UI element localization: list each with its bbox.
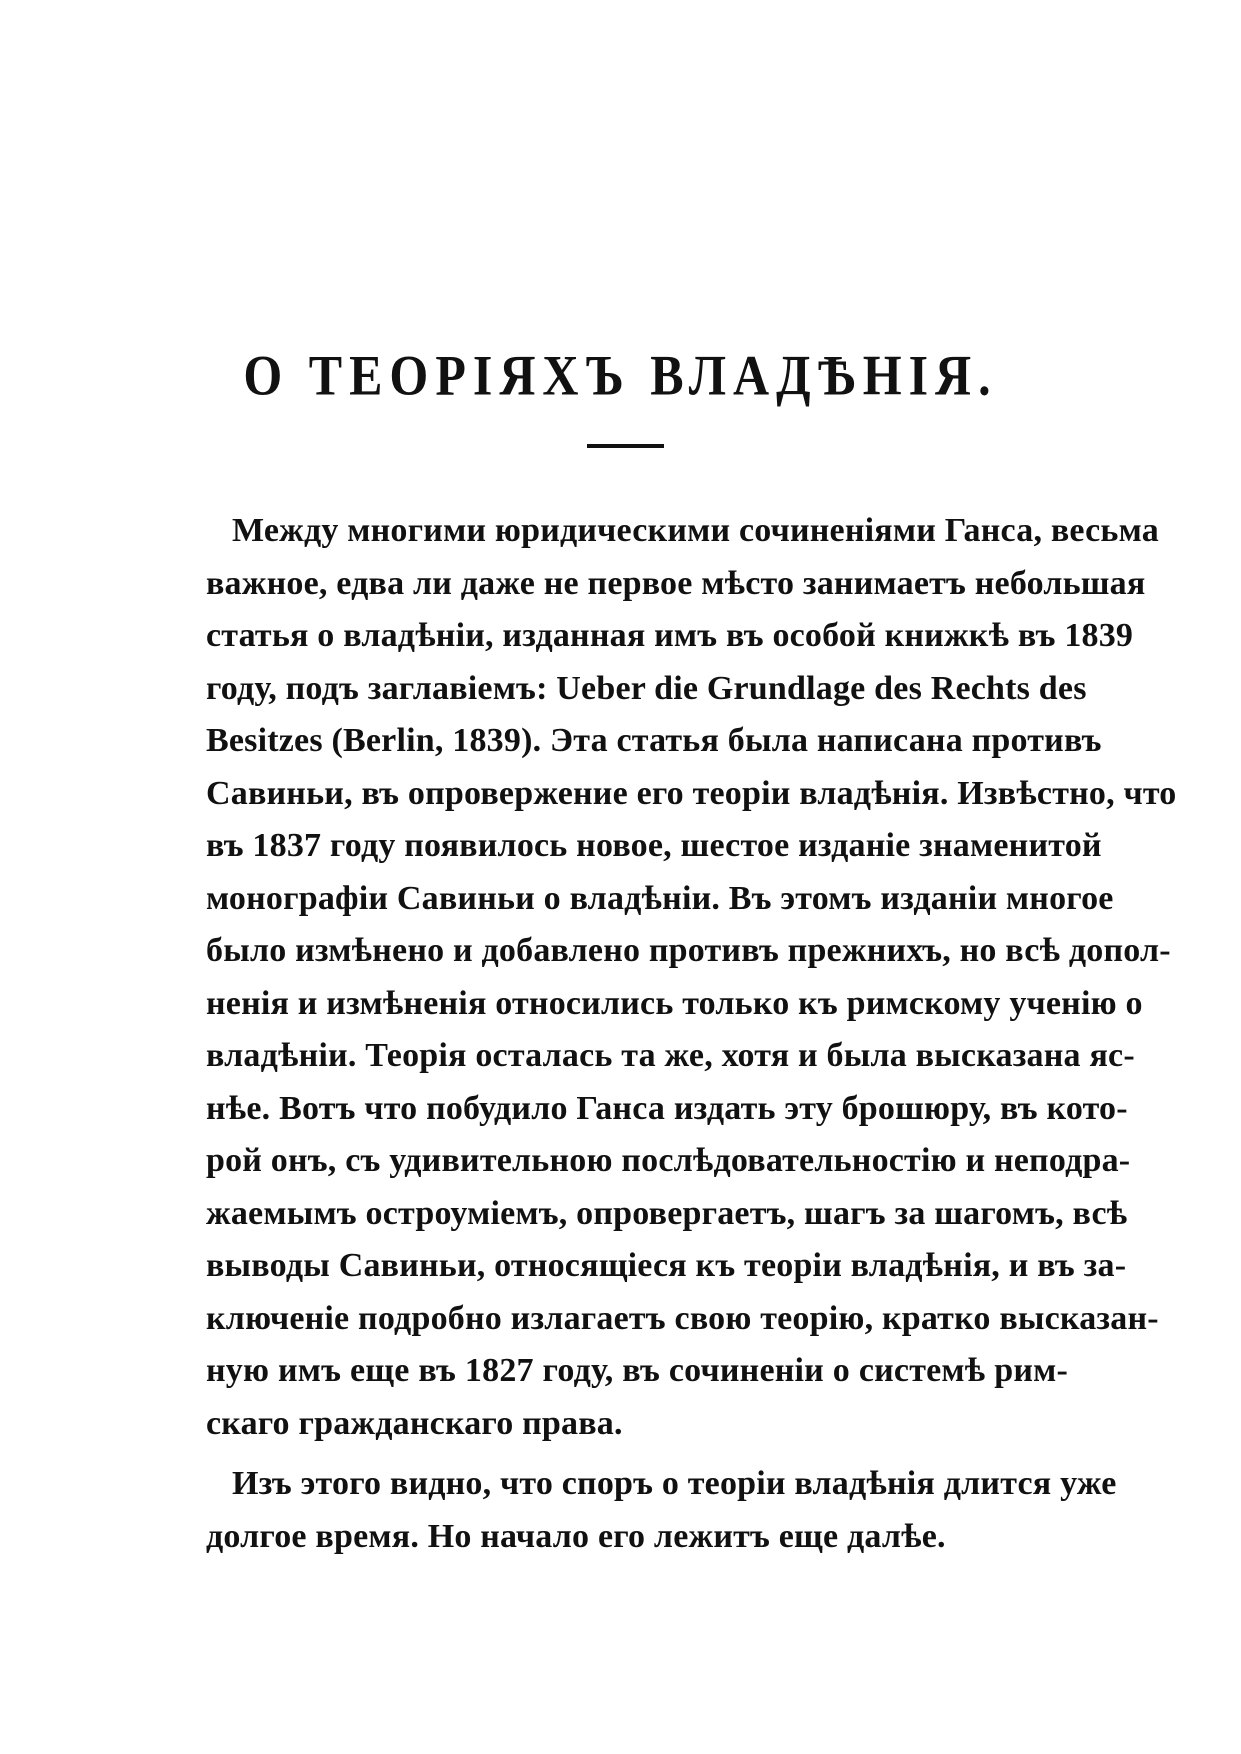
text-line: ную имъ еще въ 1827 году, въ сочиненіи о системѣ рим- xyxy=(206,1352,1068,1389)
article-body xyxy=(180,505,1177,1571)
text-line: рой онъ, съ удивительною послѣдовательностію и неподра- xyxy=(206,1142,1131,1179)
text-line: Изъ этого видно, что споръ о теоріи владѣнія длится уже xyxy=(232,1465,1117,1502)
text-line: статья о владѣніи, изданная имъ въ особой книжкѣ въ 1839 xyxy=(206,617,1134,654)
text-line: жаемымъ остроуміемъ, опровергаетъ, шагъ за шагомъ, всѣ xyxy=(206,1194,1128,1232)
text-line: нѣе. Вотъ что побудило Ганса издать эту брошюру, въ кото- xyxy=(206,1089,1128,1127)
text-line: владѣніи. Теорія осталась та же, хотя и была высказана яс- xyxy=(206,1037,1135,1074)
text-line: въ 1837 году появилось новое, шестое изданіе знаменитой xyxy=(206,827,1102,864)
title-divider xyxy=(587,444,664,448)
text-line: Besitzes (Berlin, 1839). Эта статья была написана противъ xyxy=(206,722,1102,759)
text-line: году, подъ заглавіемъ: Ueber die Grundlage des Rechts des xyxy=(206,669,1087,707)
text-line: ключеніе подробно излагаетъ свою теорію, кратко высказан- xyxy=(206,1299,1159,1337)
text-line: было измѣнено и добавлено противъ прежнихъ, но всѣ допол- xyxy=(206,932,1171,969)
text-line: Между многими юридическими сочиненіями Ганса, весьма xyxy=(232,512,1159,549)
text-line: ненія и измѣненія относились только къ римскому ученію о xyxy=(206,984,1143,1022)
text-line: скаго гражданскаго права. xyxy=(206,1404,623,1442)
text-line: важное, едва ли даже не первое мѣсто занимаетъ небольшая xyxy=(206,564,1146,602)
paragraph-2 xyxy=(180,1458,1117,1563)
text-line: выводы Савиньи, относящіеся къ теоріи владѣнія, и въ за- xyxy=(206,1247,1127,1284)
paragraph-1 xyxy=(180,505,1177,1450)
text-line: Савиньи, въ опровержение его теоріи владѣнія. Извѣстно, что xyxy=(206,774,1177,812)
text-line: долгое время. Но начало его лежитъ еще далѣе. xyxy=(206,1517,946,1555)
page-title: О ТЕОРІЯХЪ ВЛАДѢНІЯ. xyxy=(243,342,998,408)
text-line: монографіи Савиньи о владѣніи. Въ этомъ изданіи многое xyxy=(206,879,1114,917)
